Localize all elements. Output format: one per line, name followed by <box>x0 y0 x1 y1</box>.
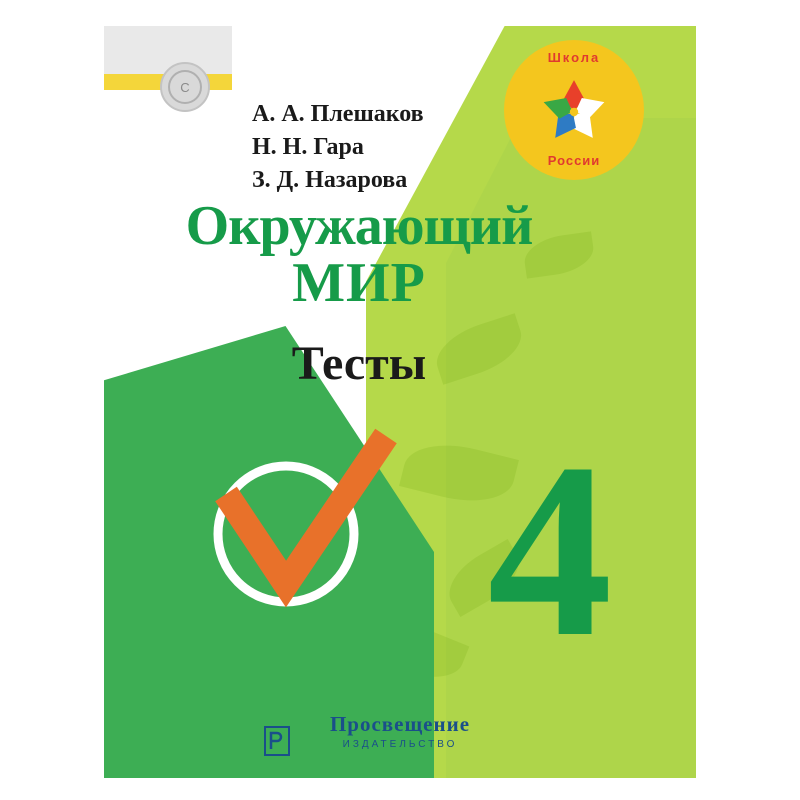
authors-block <box>252 98 424 197</box>
emblem-top-label: Школа <box>547 50 601 65</box>
book-subtitle: Тесты <box>291 337 427 390</box>
star-book-icon <box>532 70 616 154</box>
publisher-block <box>104 712 696 750</box>
book-cover <box>104 26 696 778</box>
publisher-subtitle: ИЗДАТЕЛЬСТВО <box>342 739 458 750</box>
book-title-line-1: Окружающий <box>185 195 533 257</box>
book-title-line-2: МИР <box>292 252 426 315</box>
fgos-standard-icon <box>160 62 210 112</box>
fgos-badge-label: С <box>168 70 202 104</box>
school-of-russia-emblem <box>504 40 644 180</box>
grade-number: 4 <box>487 412 613 689</box>
emblem-bottom-label: России <box>547 153 601 168</box>
checkmark-logo-icon <box>186 416 416 616</box>
author-name: Н. Н. Гара <box>252 134 364 161</box>
publisher-name: Просвещение <box>329 712 471 736</box>
author-name: З. Д. Назарова <box>252 167 408 194</box>
author-name: А. А. Плешаков <box>252 101 424 127</box>
book-title <box>124 195 594 315</box>
